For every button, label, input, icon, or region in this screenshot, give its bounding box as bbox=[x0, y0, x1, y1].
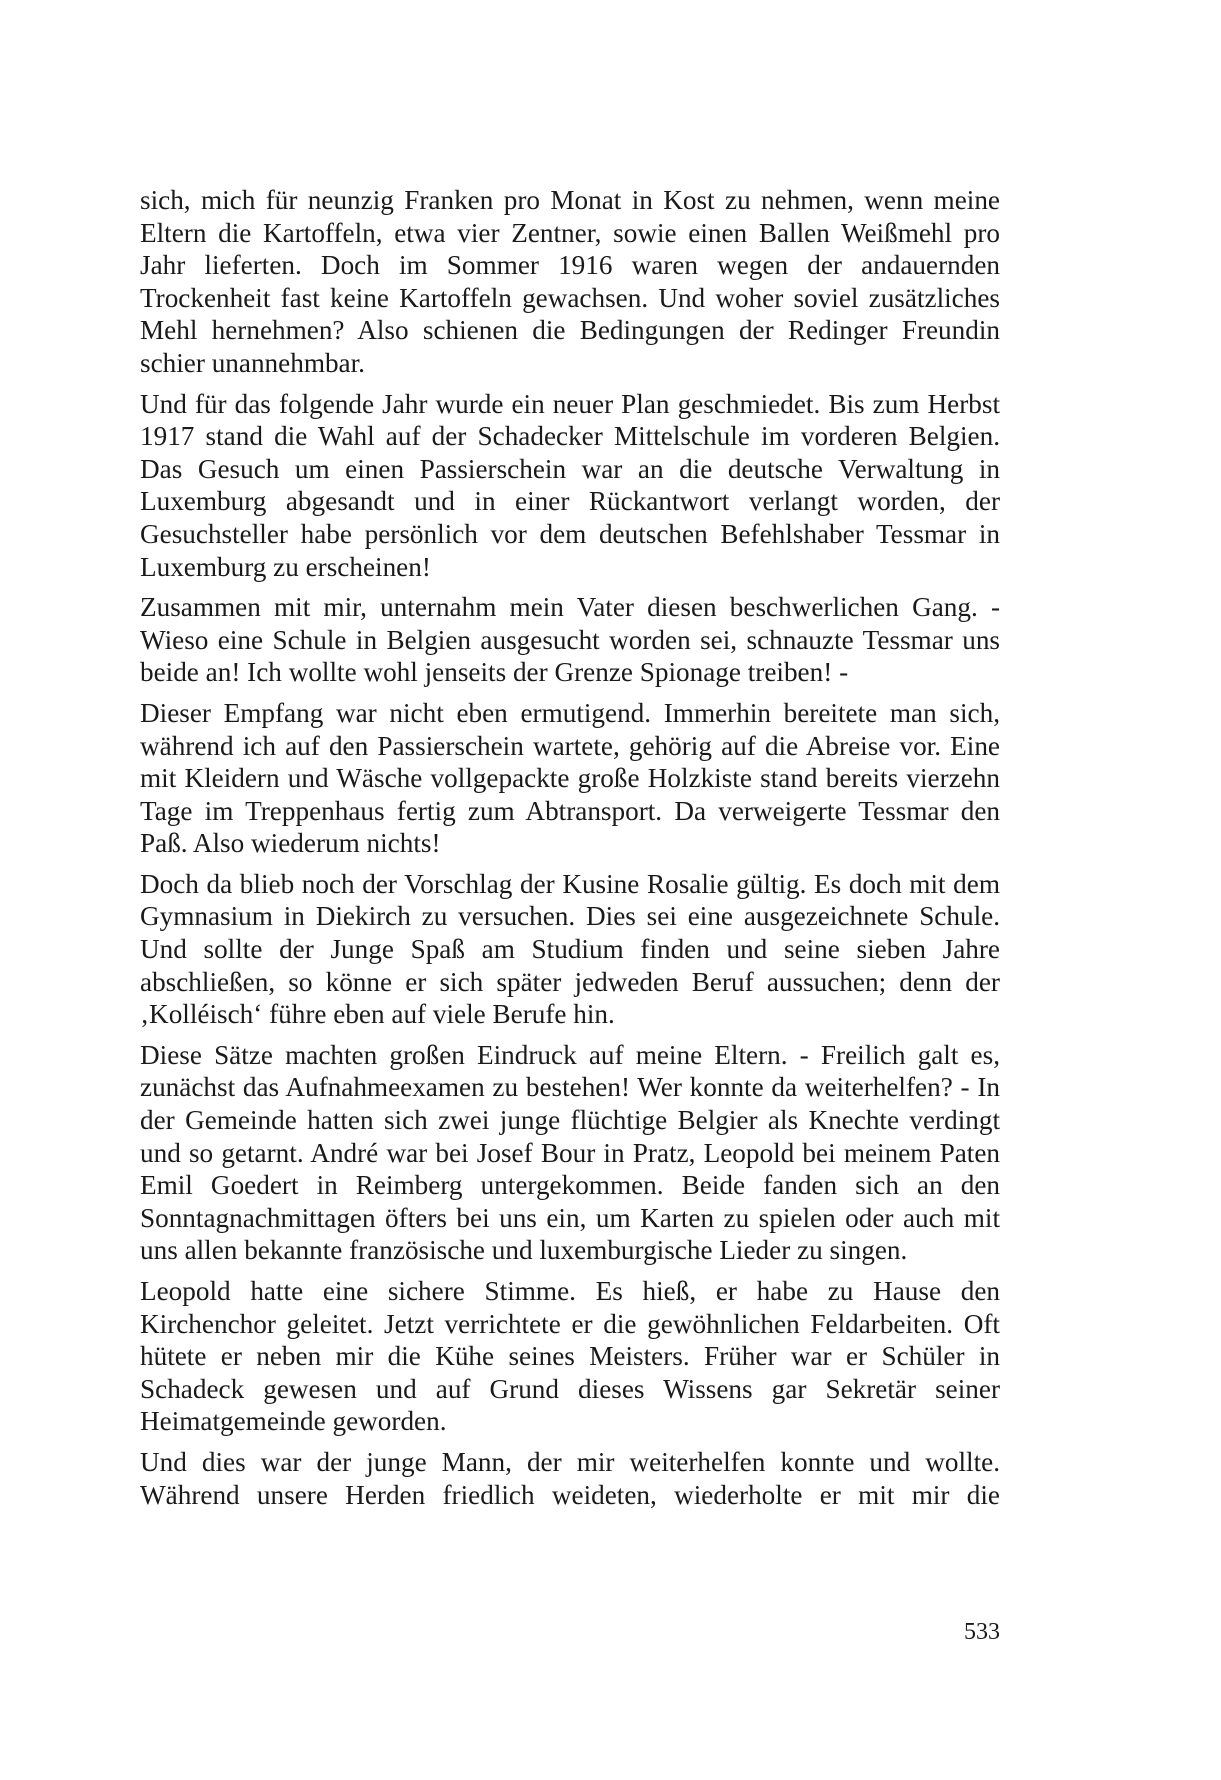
body-text bbox=[140, 184, 1000, 1519]
paragraph-2: Und für das folgende Jahr wurde ein neuer Plan geschmiedet. Bis zum Herbst 1917 stand die Wahl auf der Schadecker Mittelschule im vorderen Belgien. Das Gesuch um einen Passierschein war an die deutsche Verwaltung in Luxemburg abgesandt und in einer Rückantwort verlangt worden, der Gesuchsteller habe persönlich vor dem deutschen Befehlshaber Tessmar in Luxemburg zu erscheinen! bbox=[140, 388, 1000, 582]
page-number: 533 bbox=[964, 1619, 1000, 1645]
paragraph-7: Leopold hatte eine sichere Stimme. Es hieß, er habe zu Hause den Kirchenchor geleitet. Jetzt verrichtete er die gewöhnlichen Feldarbeiten. Oft hütete er neben mir die Kühe seines Meisters. Früher war er Schüler in Schadeck gewesen und auf Grund dieses Wissens gar Sekretär seiner Heimatgemeinde geworden. bbox=[140, 1276, 1000, 1437]
paragraph-4: Dieser Empfang war nicht eben ermutigend. Immerhin bereitete man sich, während ich auf den Passierschein wartete, gehörig auf die Abreise vor. Eine mit Kleidern und Wäsche vollgepackte große Holzkiste stand bereits vierzehn Tage im Treppenhaus fertig zum Abtransport. Da verweigerte Tessmar den Paß. Also wiederum nichts! bbox=[140, 697, 1000, 859]
paragraph-3: Zusammen mit mir, unternahm mein Vater diesen beschwerlichen Gang. - Wieso eine Schule in Belgien ausgesucht worden sei, schnauzte Tessmar uns beide an! Ich wollte wohl jenseits der Grenze Spionage treiben! - bbox=[140, 592, 1000, 688]
paragraph-6: Diese Sätze machten großen Eindruck auf meine Eltern. - Freilich galt es, zunächst das Aufnahmeexamen zu bestehen! Wer konnte da weiterhelfen? - In der Gemeinde hatten sich zwei junge flüchtige Belgier als Knechte verdingt und so getarnt. André war bei Josef Bour in Pratz, Leopold bei meinem Paten Emil Goedert in Reimberg untergekommen. Beide fanden sich an den Sonntagnachmittagen öfters bei uns ein, um Karten zu spielen oder auch mit uns allen bekannte französische und luxemburgische Lieder zu singen. bbox=[140, 1039, 1000, 1266]
paragraph-1: sich, mich für neunzig Franken pro Monat in Kost zu nehmen, wenn meine Eltern die Kartoffeln, etwa vier Zentner, sowie einen Ballen Weißmehl pro Jahr lieferten. Doch im Sommer 1916 waren wegen der andauernden Trockenheit fast keine Kartoffeln gewachsen. Und woher soviel zusätzliches Mehl hernehmen? Also schienen die Bedingungen der Redinger Freundin schier unannehmbar. bbox=[140, 185, 1000, 378]
paragraph-5: Doch da blieb noch der Vorschlag der Kusine Rosalie gültig. Es doch mit dem Gymnasium in Diekirch zu versuchen. Dies sei eine ausgezeichnete Schule. Und sollte der Junge Spaß am Studium finden und seine sieben Jahre abschließen, so könne er sich später jedweden Beruf aussuchen; denn der ‚Kolléisch‘ führe eben auf viele Berufe hin. bbox=[140, 868, 1000, 1030]
paragraph-8: Und dies war der junge Mann, der mir weiterhelfen konnte und wollte. Während unsere Herden friedlich weideten, wiederholte er mit mir die bbox=[140, 1446, 1000, 1510]
